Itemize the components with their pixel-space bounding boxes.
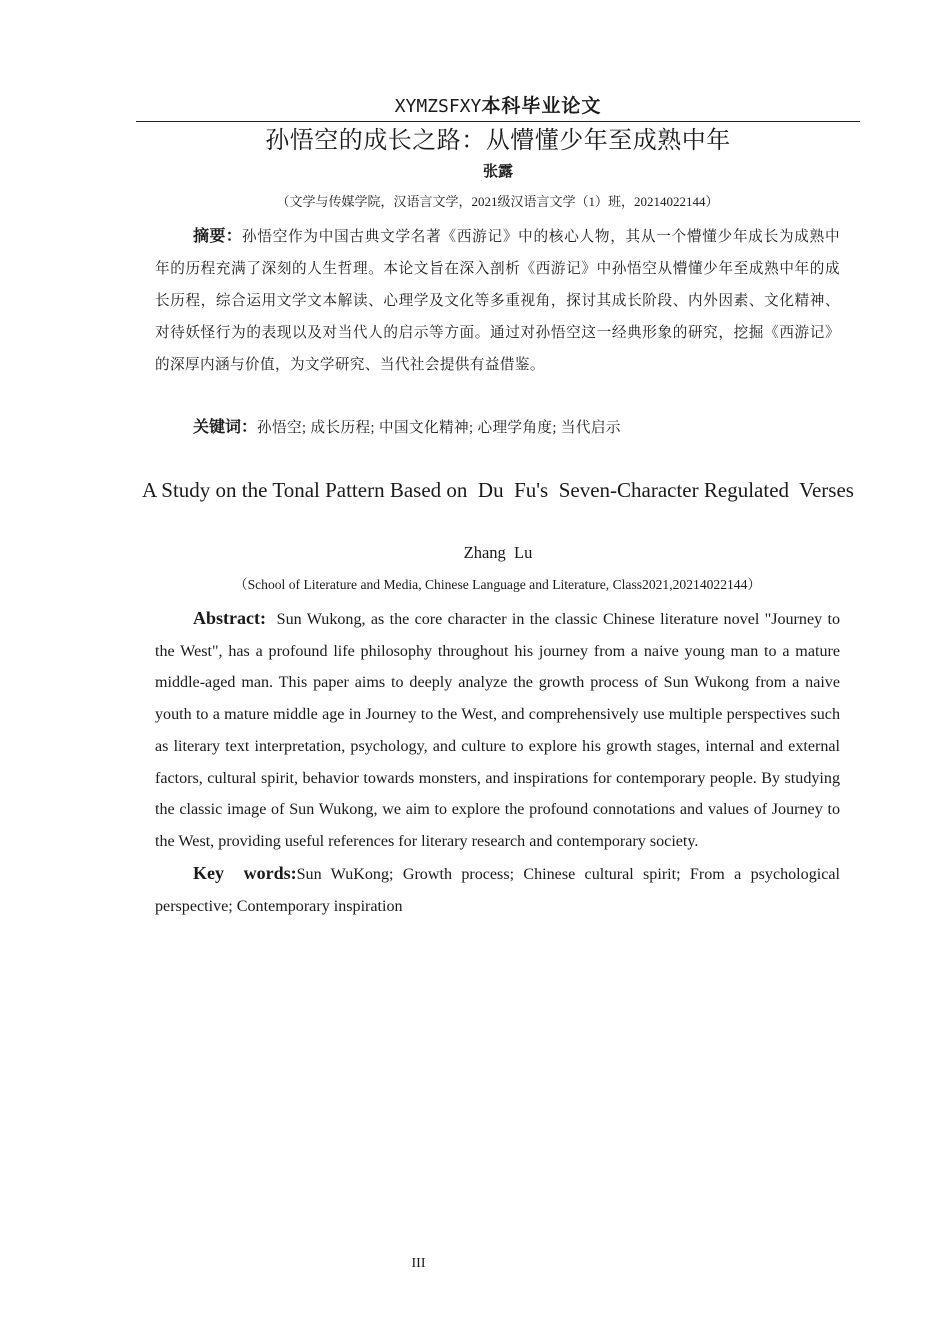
running-header xyxy=(136,94,860,122)
chinese-keywords xyxy=(155,411,840,444)
english-abstract xyxy=(155,603,840,858)
chinese-keywords-text: 孙悟空; 成长历程; 中国文化精神; 心理学角度; 当代启示 xyxy=(257,420,621,436)
header-school-code: XYMZSFXY xyxy=(394,96,482,117)
chinese-abstract-label: 摘要： xyxy=(193,226,243,245)
chinese-affiliation: （文学与传媒学院，汉语言文学，2021级汉语言文学（1）班，20214022144） xyxy=(276,194,719,209)
english-author: Zhang Lu xyxy=(463,543,533,562)
chinese-abstract xyxy=(155,220,840,381)
english-affiliation: （School of Literature and Media, Chinese Language and Literature, Class2021,20214022144） xyxy=(233,577,761,592)
chinese-author: 张露 xyxy=(482,162,513,180)
english-keywords xyxy=(155,858,840,922)
english-abstract-text: Sun Wukong, as the core character in the classic Chinese literature novel "Journey to the West", has a profound life philosophy throughout his journey from a naive young man to a mature middle-aged man. This paper aims to deeply analyze the growth process of Sun Wukong from a naive youth to a mature middle age in Journey to the West, and comprehensively use multiple perspectives such as literary text interpretation, psychology, and culture to explore his growth stages, internal and external factors, cultural spirit, behavior towards monsters, and inspirations for contemporary people. By studying the classic image of Sun Wukong, we aim to explore the profound connotations and values of Journey to the West, providing useful references for literary research and contemporary society. xyxy=(155,611,841,850)
chinese-keywords-label: 关键词： xyxy=(193,417,258,436)
header-thesis-type: 本科毕业论文 xyxy=(481,96,602,117)
chinese-title: 孙悟空的成长之路：从懵懂少年至成熟中年 xyxy=(265,126,731,154)
english-keywords-text: Sun WuKong; Growth process; Chinese cultural spirit; From a psychological perspective; Contemporary inspiration xyxy=(155,866,840,915)
english-title: A Study on the Tonal Pattern Based on Du Fu's Seven-Character Regulated Verses xyxy=(142,478,854,502)
english-keywords-label: Key words: xyxy=(193,863,297,883)
chinese-abstract-text: 孙悟空作为中国古典文学名著《西游记》中的核心人物，其从一个懵懂少年成长为成熟中年的历程充满了深刻的人生哲理。本论文旨在深入剖析《西游记》中孙悟空从懵懂少年至成熟中年的成长历程，综合运用文学文本解读、心理学及文化等多重视角，探讨其成长阶段、内外因素、文化精神、对待妖怪行为的表现以及对当代人的启示等方面。通过对孙悟空这一经典形象的研究，挖掘《西游记》的深厚内涵与价值，为文学研究、当代社会提供有益借鉴。 xyxy=(155,229,840,373)
page-number: III xyxy=(411,1256,426,1271)
english-abstract-label: Abstract: xyxy=(193,608,266,628)
